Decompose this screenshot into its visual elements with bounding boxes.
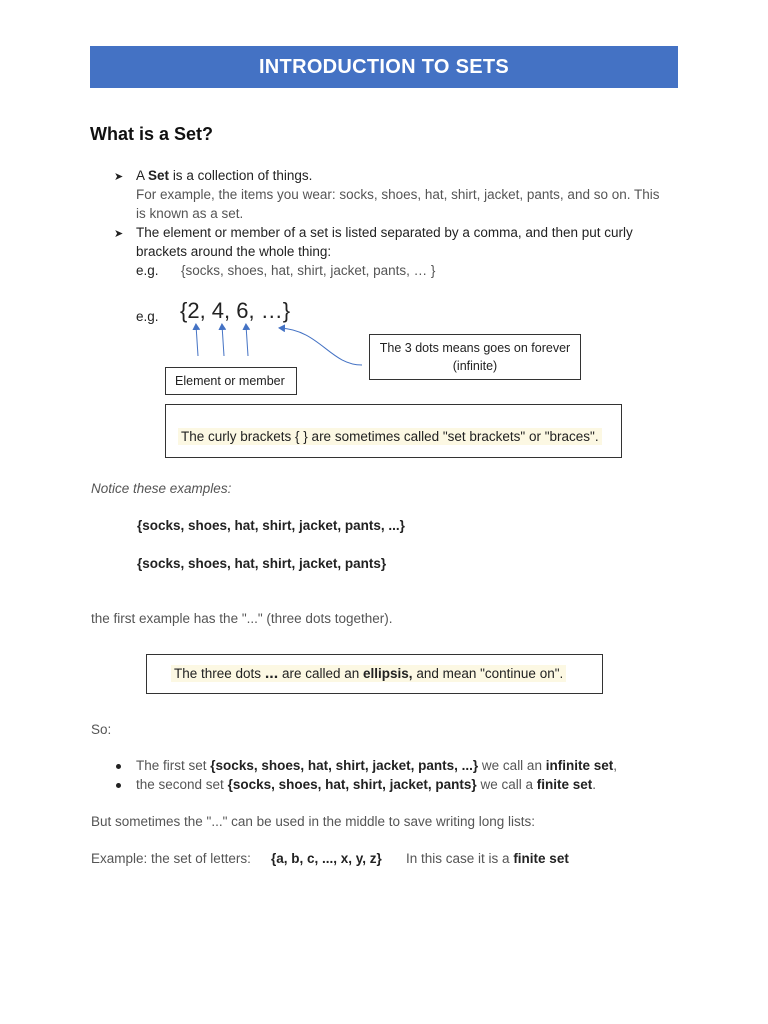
first-example-note: the first example has the "..." (three dots together). [91, 611, 393, 626]
eg-clothes-set: {socks, shoes, hat, shirt, jacket, pants, … } [181, 263, 436, 278]
ellipsis-box [146, 654, 603, 694]
eg-label-numeric: e.g. [136, 309, 159, 324]
eg-label: e.g. [136, 263, 159, 278]
bullet-element-definition: The element or member of a set is listed separated by a comma, and then put curly brackets around the whole thing: [136, 225, 633, 259]
arrow-to-2 [196, 325, 198, 356]
list-item-infinite: The first set {socks, shoes, hat, shirt, jacket, pants, ...} we call an infinite set, [136, 758, 618, 773]
braces-note-box [165, 404, 622, 458]
section-heading: What is a Set? [90, 124, 214, 144]
arrow-bullet-icon: ➤ [114, 171, 124, 183]
set-term: Set [148, 168, 170, 183]
bullet-set-definition: A Set is a collection of things. For example, the items you wear: socks, shoes, hat, shirt, jacket, pants, and so on. This is known as a set. [136, 168, 660, 221]
so-label: So: [91, 722, 112, 737]
letters-finite-note: In this case it is a finite set [406, 851, 569, 866]
arrow-to-dots [280, 328, 362, 365]
set-example: For example, the items you wear: socks, shoes, hat, shirt, jacket, pants, and so on. This [136, 187, 660, 202]
example-finite: {socks, shoes, hat, shirt, jacket, pants} [137, 556, 387, 571]
page-title: INTRODUCTION TO SETS [258, 56, 510, 78]
numeric-set: {2, 4, 6, …} [180, 298, 291, 323]
bullet-dot [116, 764, 121, 769]
braces-note: The curly brackets { } are sometimes called "set brackets" or "braces". [178, 428, 602, 445]
dots-callout: The 3 dots means goes on forever (infinite) [369, 334, 581, 380]
arrow-to-4 [222, 325, 224, 356]
notice-text: Notice these examples: [91, 481, 232, 496]
ellipsis-note: The three dots ... are called an ellipsis, and mean "continue on". [171, 665, 566, 682]
element-callout: Element or member [165, 367, 297, 395]
arrow-bullet-icon: ➤ [114, 228, 124, 240]
arrow-to-6 [246, 325, 248, 356]
list-item-finite: the second set {socks, shoes, hat, shirt, jacket, pants} we call a finite set. [136, 777, 597, 792]
letters-set: {a, b, c, ..., x, y, z} [271, 851, 382, 866]
bullet-dot [116, 783, 121, 788]
middle-dots-note: But sometimes the "..." can be used in the middle to save writing long lists: [91, 814, 536, 829]
example-infinite: {socks, shoes, hat, shirt, jacket, pants, ...} [137, 518, 405, 533]
letters-label: Example: the set of letters: [91, 851, 251, 866]
